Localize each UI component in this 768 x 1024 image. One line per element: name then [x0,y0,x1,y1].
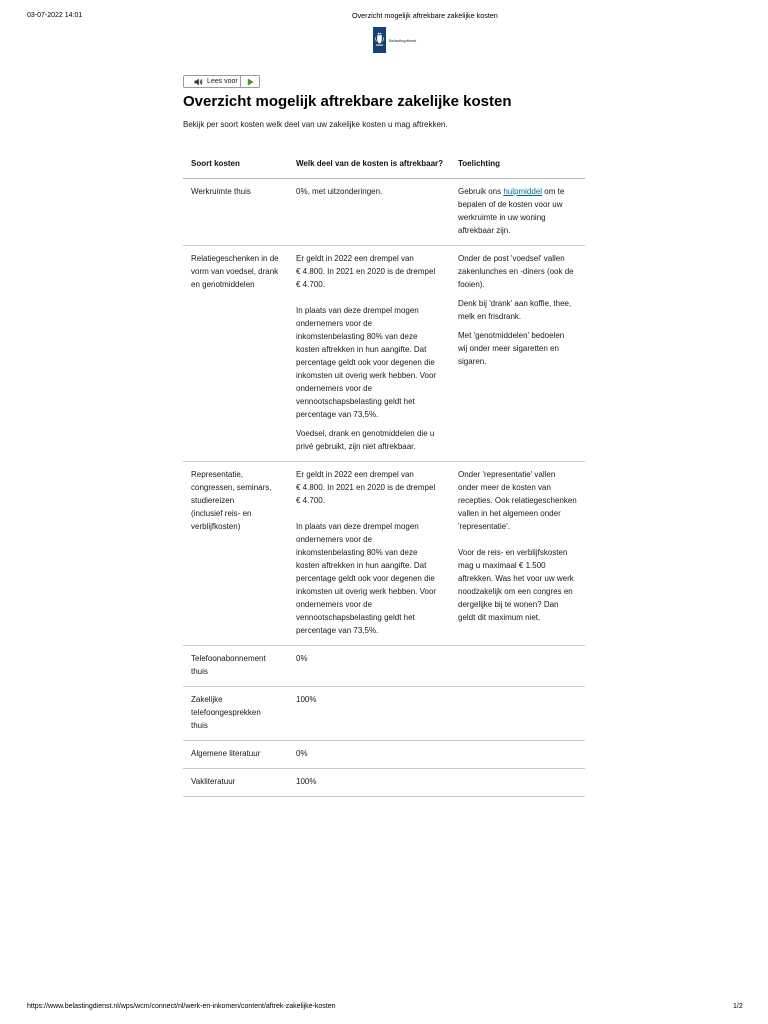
explanation-cell [450,646,585,687]
column-header-deductible: Welk deel van de kosten is aftrekbaar? [288,151,450,179]
print-page-number: 1/2 [733,1003,743,1010]
cost-type-text: Relatiegeschenken in de vorm van voedsel, drank en genotmiddelen [191,254,279,289]
speaker-icon [194,78,203,86]
explanation-text: Denk bij 'drank' aan koffie, thee, melk en frisdrank. [458,299,572,321]
table-row [183,741,585,769]
deductible-cell [288,462,450,646]
explanation-text: Onder de post 'voedsel' vallen zakenlunches en -diners (ook de fooien). [458,254,574,289]
play-button[interactable] [241,76,259,87]
cost-type-cell [183,741,288,769]
cost-type-text: Representatie, congressen, seminars, studiereizen (inclusief reis- en verblijfkosten) [191,470,272,531]
intro-text: Bekijk per soort kosten welk deel van uw zakelijke kosten u mag aftrekken. [183,120,448,129]
table-row [183,646,585,687]
deductible-text: 0% [296,654,308,663]
cost-type-text: Algemene literatuur [191,749,261,758]
cost-type-cell [183,687,288,741]
cost-type-text: Vakliteratuur [191,777,236,786]
crest-icon [373,27,386,53]
print-title: Overzicht mogelijk aftrekbare zakelijke kosten [352,11,498,20]
deductible-text: 100% [296,695,317,704]
deductible-text: Er geldt in 2022 een drempel van € 4.800. In 2021 en 2020 is de drempel € 4.700. In plaats van deze drempel mogen ondernemers voor de inkomstenbelasting 80% van deze kosten aftrekken in hun aangifte. Dat percentage geldt ook voor degenen die inkomsten uit overig werk hebben. Voor ondernemers voor de vennootschapsbelasting geldt het percentage van 73,5%. [296,254,437,419]
cost-type-cell [183,246,288,462]
deductible-text: Voedsel, drank en genotmiddelen die u privé gebruikt, zijn niet aftrekbaar. [296,429,435,451]
cost-type-text: Zakelijke telefoongesprekken thuis [191,695,261,730]
explanation-text: Onder 'representatie' vallen onder meer de kosten van recepties. Ook relatiegeschenken vallen in het algemeen onder 'representatie'. Voor de reis- en verblijfskosten mag u maximaal € 1.500 aftrekken. Was het voor uw werk noodzakelijk om een congres en dergelijke bij te wonen? Dan geldt dit maximum niet. [458,470,577,622]
explanation-text-end: om te bepalen of de kosten voor uw werkruimte in uw woning aftrekbaar zijn. [458,187,565,235]
column-header-cost-type: Soort kosten [183,151,288,179]
deductible-cell [288,646,450,687]
deductible-text: Er geldt in 2022 een drempel van € 4.800. In 2021 en 2020 is de drempel € 4.700. In plaats van deze drempel mogen ondernemers voor de inkomstenbelasting 80% van deze kosten aftrekken in hun aangifte. Dat percentage geldt ook voor degenen die inkomsten uit overig werk hebben. Voor ondernemers voor de vennootschapsbelasting geldt het percentage van 73,5%. [296,470,437,635]
table-row [183,462,585,646]
deductible-cell [288,687,450,741]
explanation-cell [450,769,585,797]
read-aloud-widget [183,75,260,88]
hulpmiddel-link[interactable]: hulpmiddel [503,187,543,196]
cost-type-cell [183,769,288,797]
table-row [183,687,585,741]
explanation-cell [450,246,585,462]
print-url: https://www.belastingdienst.nl/wps/wcm/connect/nl/werk-en-inkomen/content/aftrek-zakelijke-kosten [27,1003,336,1010]
deductible-cell [288,179,450,246]
deductible-costs-table [183,151,585,797]
deductible-text: 100% [296,777,317,786]
explanation-text-start: Gebruik ons [458,187,504,196]
explanation-cell [450,741,585,769]
cost-type-text: Werkruimte thuis [191,187,251,196]
table-row [183,179,585,246]
page-title: Overzicht mogelijk aftrekbare zakelijke kosten [183,93,512,110]
table-row [183,246,585,462]
explanation-text [458,185,583,237]
belastingdienst-logo [373,27,419,53]
print-date: 03-07-2022 14:01 [27,12,83,19]
explanation-cell [450,687,585,741]
read-aloud-label: Lees voor [207,78,238,85]
table-row [183,769,585,797]
table-header-row [183,151,585,179]
deductible-cell [288,769,450,797]
explanation-cell [450,179,585,246]
logo-wordmark: Belastingdienst [389,38,417,43]
cost-type-text: Telefoonabonnement thuis [191,654,266,676]
explanation-cell [450,462,585,646]
cost-type-cell [183,646,288,687]
deductible-text: 0%, met uitzonderingen. [296,187,383,196]
explanation-text: Met 'genotmiddelen' bedoelen wij onder meer sigaretten en sigaren. [458,331,565,366]
column-header-explanation: Toelichting [450,151,585,179]
read-aloud-button[interactable] [184,76,241,87]
deductible-cell [288,741,450,769]
deductible-text: 0% [296,749,308,758]
play-icon [247,78,254,86]
cost-type-cell [183,179,288,246]
deductible-cell [288,246,450,462]
cost-type-cell [183,462,288,646]
